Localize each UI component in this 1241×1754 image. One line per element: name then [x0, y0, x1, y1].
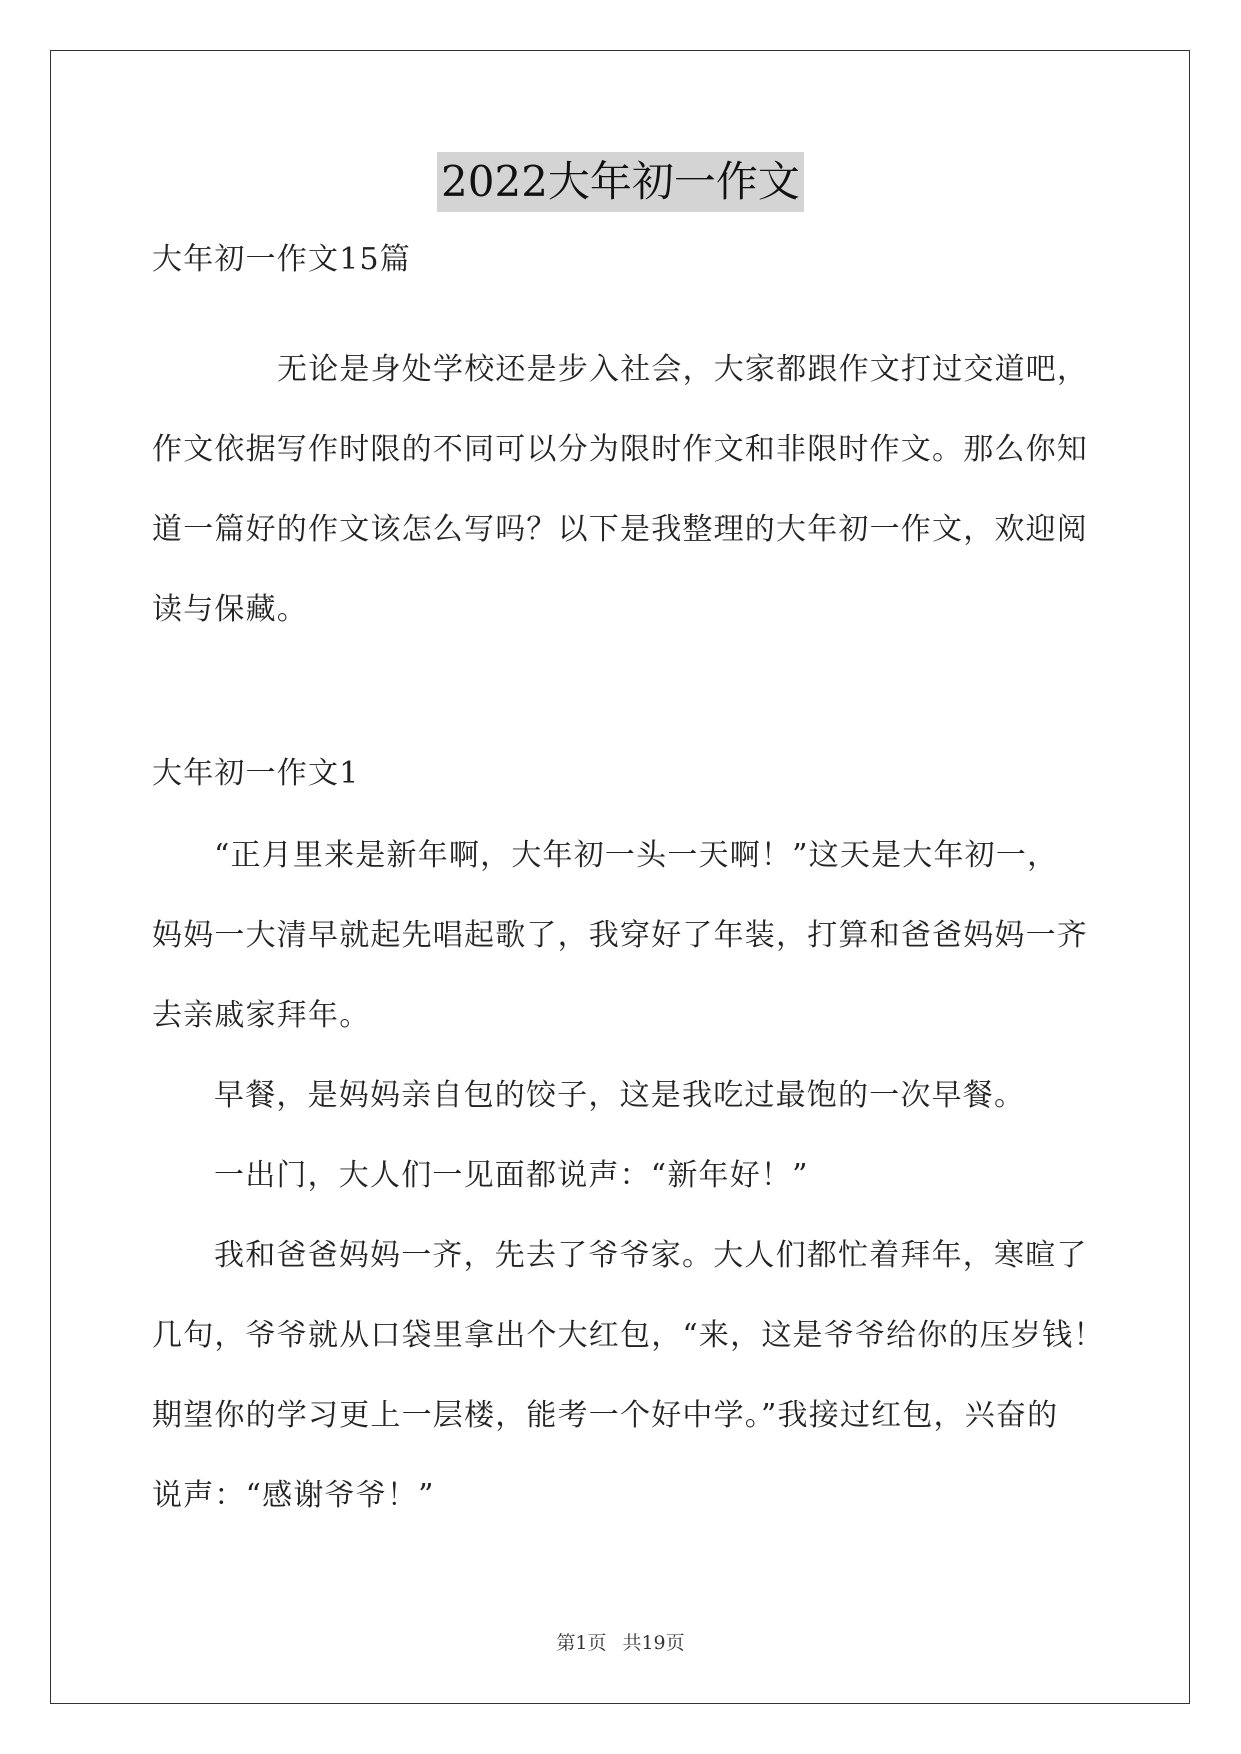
body-line-8: 期望你的学习更上一层楼，能考一个好中学。”我接过红包，兴奋的 — [152, 1398, 1059, 1433]
page-border — [50, 50, 1190, 1704]
title-container — [0, 152, 1241, 212]
body-line-2: 妈妈一大清早就起先唱起歌了，我穿好了年装，打算和爸爸妈妈一齐 — [152, 918, 1088, 953]
body-line-9: 说声：“感谢爷爷！” — [152, 1478, 435, 1513]
subtitle: 大年初一作文15篇 — [152, 242, 411, 277]
intro-line-4: 读与保藏。 — [152, 592, 308, 627]
body-line-1: “正月里来是新年啊，大年初一头一天啊！”这天是大年初一， — [214, 838, 1059, 873]
document-title: 2022大年初一作文 — [437, 152, 804, 212]
page-number: 第1页 — [556, 1632, 607, 1654]
section-heading: 大年初一作文1 — [152, 756, 360, 791]
intro-line-2: 作文依据写作时限的不同可以分为限时作文和非限时作文。那么你知 — [152, 432, 1088, 467]
body-line-7: 几句，爷爷就从口袋里拿出个大红包，“来，这是爷爷给你的压岁钱！ — [152, 1318, 1105, 1353]
page-total: 共19页 — [622, 1632, 685, 1654]
body-line-3: 去亲戚家拜年。 — [152, 998, 371, 1033]
body-line-4: 早餐，是妈妈亲自包的饺子，这是我吃过最饱的一次早餐。 — [214, 1078, 1026, 1113]
intro-line-1: 无论是身处学校还是步入社会，大家都跟作文打过交道吧， — [277, 352, 1089, 387]
page-footer — [0, 1628, 1241, 1655]
body-line-6: 我和爸爸妈妈一齐，先去了爷爷家。大人们都忙着拜年，寒暄了 — [214, 1238, 1088, 1273]
intro-line-3: 道一篇好的作文该怎么写吗？以下是我整理的大年初一作文，欢迎阅 — [152, 512, 1088, 547]
body-line-5: 一出门，大人们一见面都说声：“新年好！” — [214, 1158, 809, 1193]
